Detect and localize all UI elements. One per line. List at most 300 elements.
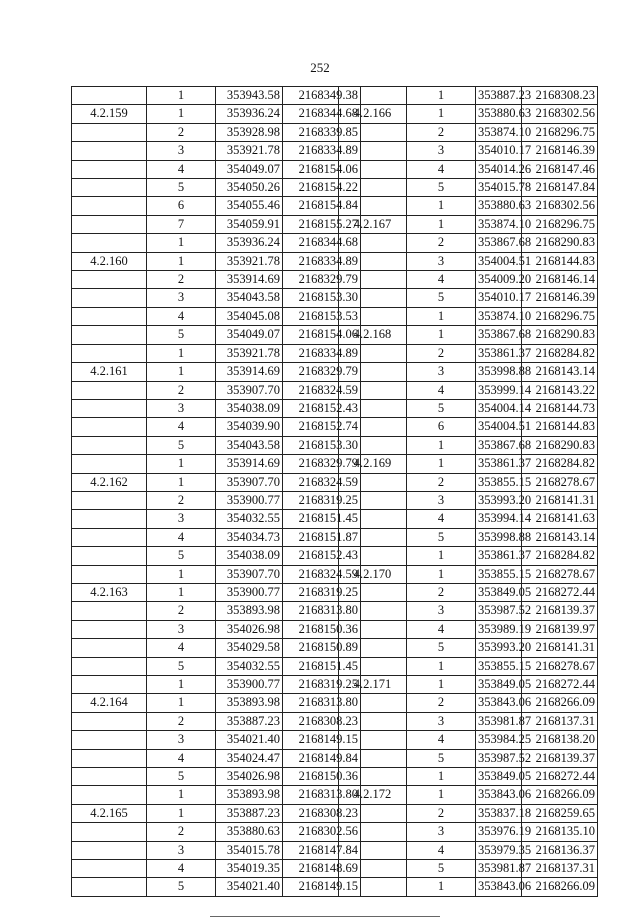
y-coordinate-cell: 2168302.56	[283, 823, 361, 841]
section-cell	[72, 455, 147, 473]
point-number-cell: 1	[147, 694, 216, 712]
y-coordinate-cell: 2168151.45	[283, 657, 361, 675]
section-cell	[339, 602, 407, 620]
section-cell	[72, 731, 147, 749]
section-cell	[339, 694, 407, 712]
table-row	[339, 510, 598, 528]
point-number-cell: 2	[147, 712, 216, 730]
table-row	[339, 326, 598, 344]
x-coordinate-cell: 353867.68	[476, 326, 522, 344]
point-number-cell: 5	[147, 547, 216, 565]
y-coordinate-cell: 2168150.36	[283, 620, 361, 638]
section-cell	[72, 657, 147, 675]
section-cell: 4.2.160	[72, 252, 147, 270]
table-row	[72, 289, 361, 307]
y-coordinate-cell: 2168296.75	[522, 307, 598, 325]
table-row	[72, 436, 361, 454]
x-coordinate-cell: 353849.05	[476, 768, 522, 786]
point-number-cell: 1	[147, 676, 216, 694]
y-coordinate-cell: 2168284.82	[522, 547, 598, 565]
x-coordinate-cell: 353987.52	[476, 602, 522, 620]
section-cell	[339, 142, 407, 160]
table-row	[72, 418, 361, 436]
point-number-cell: 4	[147, 307, 216, 325]
x-coordinate-cell: 353855.15	[476, 657, 522, 675]
section-cell	[339, 491, 407, 509]
x-coordinate-cell: 353887.23	[476, 87, 522, 105]
point-number-cell: 3	[147, 289, 216, 307]
y-coordinate-cell: 2168284.82	[522, 344, 598, 362]
table-row	[339, 823, 598, 841]
section-cell	[339, 179, 407, 197]
table-row	[72, 694, 361, 712]
point-number-cell: 2	[407, 804, 476, 822]
section-cell	[72, 620, 147, 638]
table-row	[339, 491, 598, 509]
point-number-cell: 3	[407, 712, 476, 730]
x-coordinate-cell: 354021.40	[216, 878, 283, 896]
section-cell	[339, 473, 407, 491]
y-coordinate-cell: 2168154.06	[283, 160, 361, 178]
point-number-cell: 1	[407, 455, 476, 473]
y-coordinate-cell: 2168150.89	[283, 639, 361, 657]
section-cell	[72, 878, 147, 896]
point-number-cell: 4	[407, 381, 476, 399]
point-number-cell: 5	[407, 860, 476, 878]
section-cell	[72, 271, 147, 289]
table-row	[339, 436, 598, 454]
point-number-cell: 3	[407, 491, 476, 509]
section-cell	[72, 234, 147, 252]
x-coordinate-cell: 353849.05	[476, 676, 522, 694]
x-coordinate-cell: 353921.78	[216, 142, 283, 160]
x-coordinate-cell: 353861.37	[476, 344, 522, 362]
table-row	[339, 105, 598, 123]
x-coordinate-cell: 353900.77	[216, 676, 283, 694]
section-cell: 4.2.163	[72, 583, 147, 601]
x-coordinate-cell: 354049.07	[216, 160, 283, 178]
x-coordinate-cell: 354026.98	[216, 620, 283, 638]
x-coordinate-cell: 354038.09	[216, 547, 283, 565]
y-coordinate-cell: 2168151.87	[283, 528, 361, 546]
x-coordinate-cell: 353907.70	[216, 473, 283, 491]
point-number-cell: 4	[147, 418, 216, 436]
y-coordinate-cell: 2168308.23	[283, 712, 361, 730]
table-row	[339, 676, 598, 694]
point-number-cell: 2	[147, 823, 216, 841]
table-row	[339, 87, 598, 105]
table-row	[72, 307, 361, 325]
y-coordinate-cell: 2168319.25	[283, 491, 361, 509]
table-row	[339, 252, 598, 270]
section-cell	[339, 841, 407, 859]
coordinates-table-right	[338, 86, 598, 897]
y-coordinate-cell: 2168290.83	[522, 436, 598, 454]
table-row	[339, 547, 598, 565]
point-number-cell: 1	[407, 547, 476, 565]
section-cell	[339, 860, 407, 878]
table-row	[339, 602, 598, 620]
point-number-cell: 7	[147, 215, 216, 233]
x-coordinate-cell: 353987.52	[476, 749, 522, 767]
table-row	[72, 123, 361, 141]
table-row	[339, 215, 598, 233]
point-number-cell: 6	[407, 418, 476, 436]
y-coordinate-cell: 2168138.20	[522, 731, 598, 749]
x-coordinate-cell: 354010.17	[476, 142, 522, 160]
point-number-cell: 1	[407, 87, 476, 105]
point-number-cell: 5	[147, 768, 216, 786]
y-coordinate-cell: 2168139.37	[522, 749, 598, 767]
table-row	[72, 639, 361, 657]
section-cell	[72, 87, 147, 105]
section-cell	[72, 528, 147, 546]
x-coordinate-cell: 353921.78	[216, 344, 283, 362]
y-coordinate-cell: 2168141.31	[522, 491, 598, 509]
table-row	[72, 749, 361, 767]
y-coordinate-cell: 2168344.68	[283, 105, 361, 123]
section-cell	[339, 252, 407, 270]
y-coordinate-cell: 2168319.25	[283, 676, 361, 694]
point-number-cell: 6	[147, 197, 216, 215]
table-row	[72, 87, 361, 105]
y-coordinate-cell: 2168278.67	[522, 473, 598, 491]
y-coordinate-cell: 2168349.38	[283, 87, 361, 105]
point-number-cell: 5	[407, 528, 476, 546]
x-coordinate-cell: 353976.19	[476, 823, 522, 841]
point-number-cell: 1	[407, 565, 476, 583]
point-number-cell: 2	[147, 381, 216, 399]
y-coordinate-cell: 2168139.97	[522, 620, 598, 638]
y-coordinate-cell: 2168266.09	[522, 878, 598, 896]
point-number-cell: 4	[407, 160, 476, 178]
section-cell	[72, 749, 147, 767]
point-number-cell: 4	[147, 639, 216, 657]
section-cell	[339, 878, 407, 896]
point-number-cell: 2	[407, 123, 476, 141]
section-cell	[72, 418, 147, 436]
table-row	[72, 620, 361, 638]
y-coordinate-cell: 2168272.44	[522, 768, 598, 786]
point-number-cell: 1	[407, 197, 476, 215]
table-row	[339, 197, 598, 215]
x-coordinate-cell: 354004.51	[476, 418, 522, 436]
table-row	[72, 657, 361, 675]
table-row	[339, 657, 598, 675]
x-coordinate-cell: 354039.90	[216, 418, 283, 436]
point-number-cell: 1	[147, 252, 216, 270]
point-number-cell: 5	[147, 436, 216, 454]
point-number-cell: 2	[407, 234, 476, 252]
section-cell	[72, 436, 147, 454]
section-cell: 4.2.164	[72, 694, 147, 712]
y-coordinate-cell: 2168334.89	[283, 344, 361, 362]
bottom-rule	[210, 916, 440, 917]
table-row	[72, 823, 361, 841]
x-coordinate-cell: 354029.58	[216, 639, 283, 657]
x-coordinate-cell: 354049.07	[216, 326, 283, 344]
y-coordinate-cell: 2168154.22	[283, 179, 361, 197]
x-coordinate-cell: 353874.10	[476, 123, 522, 141]
section-cell	[339, 307, 407, 325]
point-number-cell: 2	[407, 473, 476, 491]
y-coordinate-cell: 2168144.83	[522, 418, 598, 436]
y-coordinate-cell: 2168136.37	[522, 841, 598, 859]
point-number-cell: 3	[407, 823, 476, 841]
table-row	[339, 473, 598, 491]
y-coordinate-cell: 2168308.23	[283, 804, 361, 822]
y-coordinate-cell: 2168143.14	[522, 528, 598, 546]
table-row	[72, 731, 361, 749]
y-coordinate-cell: 2168302.56	[522, 197, 598, 215]
section-cell	[339, 731, 407, 749]
section-cell	[72, 142, 147, 160]
table-row	[339, 307, 598, 325]
y-coordinate-cell: 2168266.09	[522, 786, 598, 804]
section-cell	[72, 860, 147, 878]
section-cell	[339, 418, 407, 436]
point-number-cell: 1	[407, 786, 476, 804]
table-row	[339, 620, 598, 638]
table-row	[72, 215, 361, 233]
y-coordinate-cell: 2168152.43	[283, 399, 361, 417]
point-number-cell: 2	[147, 123, 216, 141]
table-row	[339, 786, 598, 804]
point-number-cell: 3	[407, 602, 476, 620]
x-coordinate-cell: 353943.58	[216, 87, 283, 105]
table-row	[72, 399, 361, 417]
y-coordinate-cell: 2168153.30	[283, 289, 361, 307]
x-coordinate-cell: 353981.87	[476, 860, 522, 878]
x-coordinate-cell: 353914.69	[216, 455, 283, 473]
x-coordinate-cell: 353936.24	[216, 105, 283, 123]
point-number-cell: 4	[407, 620, 476, 638]
table-row	[339, 768, 598, 786]
point-number-cell: 1	[147, 455, 216, 473]
section-cell	[339, 123, 407, 141]
table-row	[72, 547, 361, 565]
y-coordinate-cell: 2168296.75	[522, 215, 598, 233]
section-cell	[72, 160, 147, 178]
table-row	[72, 804, 361, 822]
coordinates-table-left	[71, 86, 361, 897]
x-coordinate-cell: 354043.58	[216, 289, 283, 307]
point-number-cell: 1	[147, 363, 216, 381]
section-cell: 4.2.165	[72, 804, 147, 822]
y-coordinate-cell: 2168144.83	[522, 252, 598, 270]
section-cell	[72, 399, 147, 417]
x-coordinate-cell: 354034.73	[216, 528, 283, 546]
x-coordinate-cell: 353880.63	[476, 105, 522, 123]
x-coordinate-cell: 353998.88	[476, 363, 522, 381]
x-coordinate-cell: 354032.55	[216, 510, 283, 528]
x-coordinate-cell: 354045.08	[216, 307, 283, 325]
point-number-cell: 1	[147, 786, 216, 804]
point-number-cell: 2	[147, 271, 216, 289]
x-coordinate-cell: 354055.46	[216, 197, 283, 215]
section-cell	[339, 547, 407, 565]
point-number-cell: 1	[147, 473, 216, 491]
x-coordinate-cell: 353914.69	[216, 271, 283, 289]
table-row	[339, 123, 598, 141]
table-row	[339, 271, 598, 289]
y-coordinate-cell: 2168329.79	[283, 271, 361, 289]
table-row	[72, 768, 361, 786]
section-cell	[339, 197, 407, 215]
y-coordinate-cell: 2168290.83	[522, 234, 598, 252]
section-cell	[339, 363, 407, 381]
table-row	[339, 731, 598, 749]
point-number-cell: 3	[407, 363, 476, 381]
section-cell	[339, 804, 407, 822]
section-cell	[72, 676, 147, 694]
section-cell	[339, 749, 407, 767]
section-cell	[72, 307, 147, 325]
table-row	[339, 160, 598, 178]
y-coordinate-cell: 2168329.79	[283, 455, 361, 473]
y-coordinate-cell: 2168149.15	[283, 731, 361, 749]
y-coordinate-cell: 2168339.85	[283, 123, 361, 141]
x-coordinate-cell: 353880.63	[216, 823, 283, 841]
section-cell	[339, 620, 407, 638]
x-coordinate-cell: 353855.15	[476, 473, 522, 491]
table-row	[72, 841, 361, 859]
x-coordinate-cell: 353999.14	[476, 381, 522, 399]
section-cell	[72, 289, 147, 307]
x-coordinate-cell: 354015.78	[216, 841, 283, 859]
point-number-cell: 4	[407, 510, 476, 528]
x-coordinate-cell: 353994.14	[476, 510, 522, 528]
point-number-cell: 2	[407, 583, 476, 601]
point-number-cell: 5	[147, 179, 216, 197]
y-coordinate-cell: 2168302.56	[522, 105, 598, 123]
table-row	[339, 363, 598, 381]
table-row	[72, 473, 361, 491]
table-row	[72, 344, 361, 362]
section-cell	[339, 344, 407, 362]
point-number-cell: 3	[407, 252, 476, 270]
x-coordinate-cell: 354009.20	[476, 271, 522, 289]
point-number-cell: 3	[147, 399, 216, 417]
page-number: 252	[310, 60, 330, 75]
x-coordinate-cell: 353900.77	[216, 491, 283, 509]
x-coordinate-cell: 353993.20	[476, 491, 522, 509]
x-coordinate-cell: 354032.55	[216, 657, 283, 675]
table-row	[339, 289, 598, 307]
x-coordinate-cell: 354043.58	[216, 436, 283, 454]
y-coordinate-cell: 2168313.80	[283, 694, 361, 712]
section-cell	[72, 786, 147, 804]
table-row	[339, 694, 598, 712]
section-cell: 4.2.166	[339, 105, 407, 123]
table-row	[72, 234, 361, 252]
x-coordinate-cell: 353887.23	[216, 804, 283, 822]
section-cell: 4.2.159	[72, 105, 147, 123]
x-coordinate-cell: 353837.18	[476, 804, 522, 822]
section-cell	[72, 491, 147, 509]
section-cell	[339, 160, 407, 178]
y-coordinate-cell: 2168143.22	[522, 381, 598, 399]
x-coordinate-cell: 353861.37	[476, 455, 522, 473]
y-coordinate-cell: 2168141.63	[522, 510, 598, 528]
point-number-cell: 4	[147, 860, 216, 878]
x-coordinate-cell: 353981.87	[476, 712, 522, 730]
x-coordinate-cell: 353921.78	[216, 252, 283, 270]
table-row	[339, 455, 598, 473]
table-row	[339, 878, 598, 896]
y-coordinate-cell: 2168296.75	[522, 123, 598, 141]
y-coordinate-cell: 2168147.84	[283, 841, 361, 859]
section-cell	[72, 823, 147, 841]
table-row	[72, 142, 361, 160]
y-coordinate-cell: 2168329.79	[283, 363, 361, 381]
x-coordinate-cell: 354026.98	[216, 768, 283, 786]
x-coordinate-cell: 353900.77	[216, 583, 283, 601]
point-number-cell: 5	[407, 399, 476, 417]
point-number-cell: 5	[147, 878, 216, 896]
point-number-cell: 1	[147, 583, 216, 601]
table-row	[339, 234, 598, 252]
table-row	[339, 399, 598, 417]
section-cell	[339, 528, 407, 546]
table-row	[72, 381, 361, 399]
y-coordinate-cell: 2168146.39	[522, 142, 598, 160]
y-coordinate-cell: 2168135.10	[522, 823, 598, 841]
section-cell	[72, 712, 147, 730]
table-row	[339, 712, 598, 730]
section-cell	[339, 639, 407, 657]
point-number-cell: 1	[147, 234, 216, 252]
point-number-cell: 1	[407, 768, 476, 786]
table-row	[339, 381, 598, 399]
point-number-cell: 1	[147, 87, 216, 105]
point-number-cell: 1	[407, 436, 476, 454]
table-row	[72, 197, 361, 215]
point-number-cell: 4	[407, 841, 476, 859]
point-number-cell: 4	[147, 160, 216, 178]
y-coordinate-cell: 2168143.14	[522, 363, 598, 381]
x-coordinate-cell: 354059.91	[216, 215, 283, 233]
x-coordinate-cell: 353867.68	[476, 234, 522, 252]
y-coordinate-cell: 2168146.39	[522, 289, 598, 307]
x-coordinate-cell: 354038.09	[216, 399, 283, 417]
point-number-cell: 5	[407, 289, 476, 307]
section-cell	[339, 768, 407, 786]
table-row	[339, 749, 598, 767]
y-coordinate-cell: 2168324.59	[283, 381, 361, 399]
table-row	[339, 639, 598, 657]
x-coordinate-cell: 353867.68	[476, 436, 522, 454]
point-number-cell: 1	[407, 326, 476, 344]
point-number-cell: 1	[147, 344, 216, 362]
y-coordinate-cell: 2168266.09	[522, 694, 598, 712]
x-coordinate-cell: 353893.98	[216, 602, 283, 620]
section-cell	[339, 436, 407, 454]
point-number-cell: 5	[147, 326, 216, 344]
section-cell	[72, 344, 147, 362]
x-coordinate-cell: 353928.98	[216, 123, 283, 141]
x-coordinate-cell: 353874.10	[476, 215, 522, 233]
table-row	[72, 105, 361, 123]
x-coordinate-cell: 354050.26	[216, 179, 283, 197]
x-coordinate-cell: 353843.06	[476, 786, 522, 804]
y-coordinate-cell: 2168334.89	[283, 142, 361, 160]
section-cell	[72, 841, 147, 859]
y-coordinate-cell: 2168148.69	[283, 860, 361, 878]
y-coordinate-cell: 2168324.59	[283, 565, 361, 583]
section-cell: 4.2.168	[339, 326, 407, 344]
section-cell	[72, 565, 147, 583]
